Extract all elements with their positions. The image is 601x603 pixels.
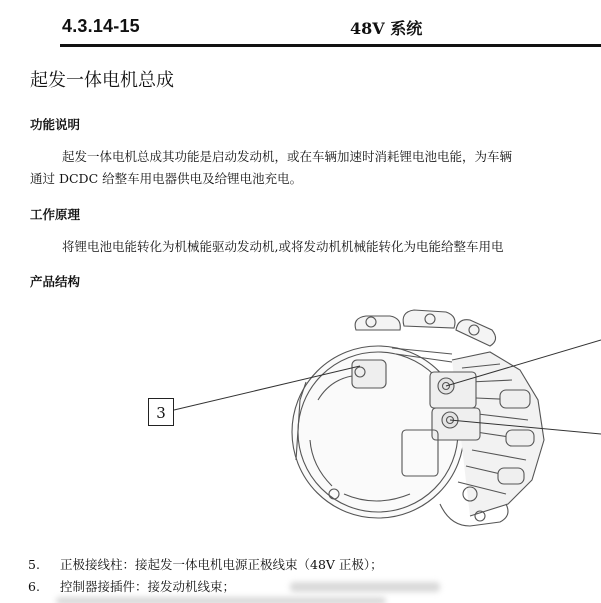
list-item-text: 控制器接插件：接发动机线束； xyxy=(60,579,236,594)
motor-diagram xyxy=(0,290,601,540)
function-paragraph xyxy=(30,146,512,190)
list-item-text: 正极接线柱：接起发一体电机电源正极线束（48V 正极）； xyxy=(60,557,383,572)
principle-heading: 工作原理 xyxy=(30,207,81,222)
header-rule xyxy=(60,44,601,47)
structure-heading: 产品结构 xyxy=(30,274,81,289)
chapter-title: 48V 系统 xyxy=(350,19,423,38)
page-title: 起发一体电机总成 xyxy=(30,70,174,91)
principle-paragraph xyxy=(30,236,503,258)
list-item xyxy=(28,555,383,573)
function-line-1: 起发一体电机总成其功能是启动发动机，或在车辆加速时消耗锂电池电能，为车辆 xyxy=(62,149,513,164)
list-item xyxy=(28,577,235,595)
function-line-2: 通过 DCDC 给整车用电器供电及给锂电池充电。 xyxy=(30,171,303,186)
list-item-number: 5. xyxy=(28,557,40,572)
principle-line-1: 将锂电池电能转化为机械能驱动发动机,或将发动机机械能转化为电能给整车用电 xyxy=(62,239,504,254)
callout-label-3: 3 xyxy=(148,398,174,426)
motor-drawing xyxy=(292,310,544,526)
section-number: 4.3.14-15 xyxy=(62,16,140,36)
list-item-number: 6. xyxy=(28,579,40,594)
obscured-text xyxy=(290,582,440,592)
function-heading: 功能说明 xyxy=(30,117,81,132)
obscured-text xyxy=(56,597,386,603)
